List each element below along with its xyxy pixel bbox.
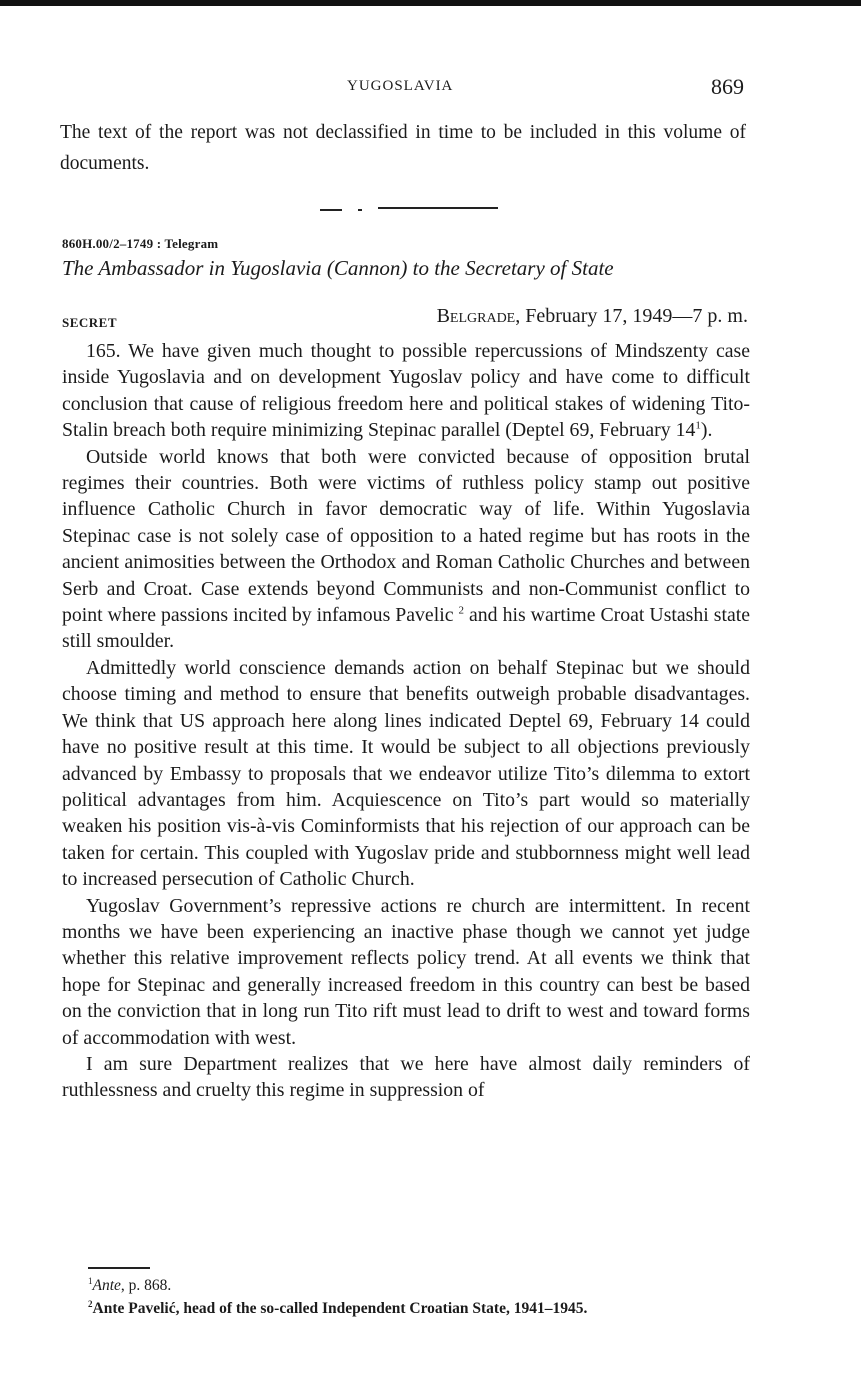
- paragraph-tail: and his wartime Croat Ustashi state still smoulder.: [62, 604, 751, 653]
- footnote-text: , p. 868.: [120, 1277, 172, 1295]
- dateline-row: [62, 305, 748, 335]
- body-paragraph: Yugoslav Government’s repressive actions re church are intermittent. In recent months we have been experiencing an inactive phase though we cannot yet judge whether this relative improvement reflects policy trend. At all events we think that hope for Stepinac and generally increased freedom in this country can best be based on the conviction that in long run Tito rift must lead to drift to west and toward forms of accommodation with west.: [62, 894, 750, 1049]
- dateline-date: , February 17, 1949—7 p. m.: [515, 305, 748, 327]
- footnote-ref: 1: [695, 419, 701, 432]
- body-paragraph: I am sure Department realizes that we here have almost daily reminders of ruthlessness and cruelty this regime in suppression of: [62, 1052, 750, 1102]
- running-head: [62, 74, 746, 104]
- paragraph-tail: ).: [700, 419, 713, 442]
- telegram-body: [62, 338, 750, 1104]
- footnote-marker: 2: [88, 1299, 93, 1310]
- page-number: 869: [711, 74, 744, 99]
- footnote-1: [88, 1272, 758, 1295]
- footnote-marker: 1: [88, 1276, 93, 1286]
- footnote-rule: [88, 1267, 150, 1269]
- paragraph-text: 165. We have given much thought to possible repercussions of Mindszenty case inside Yugoslavia and on development Yugoslav policy and have come to difficult conclusion that cause of religious freedom here and political stakes of widening Tito-Stalin breach both require minimizing Stepinac parallel (Deptel 69, February 14: [62, 340, 750, 442]
- footnote-ante: Ante: [92, 1277, 121, 1295]
- dateline-place: Belgrade: [436, 305, 516, 327]
- file-reference: 860H.00/2–1749 : Telegram: [62, 236, 219, 251]
- lead-paragraph: The text of the report was not declassified in time to be included in this volume of documents.: [60, 122, 746, 174]
- section-divider: [320, 205, 498, 215]
- running-title: YUGOSLAVIA: [347, 78, 454, 94]
- body-paragraph: [62, 338, 750, 444]
- body-paragraph: [62, 444, 750, 655]
- top-edge-rule: [0, 0, 861, 6]
- footnote-2: [88, 1295, 758, 1318]
- footnotes: [88, 1272, 758, 1318]
- divider-dot: [358, 209, 362, 211]
- dateline: [437, 305, 748, 328]
- body-paragraph: Admittedly world conscience demands action on behalf Stepinac but we should choose timing and method to ensure that benefits outweigh probable disadvantages. We think that US approach here along lines indicated Deptel 69, February 14 could have no positive result at this time. It would be subject to all objections previously advanced by Embassy to proposals that we endeavor utilize Tito’s dilemma to extort political advantages from him. Acquiescence on Tito’s part would so materially weaken his position vis-à-vis Cominformists that his rejection of our approach can be taken for certain. This coupled with Yugoslav pride and stubbornness might well lead to increased persecution of Catholic Church.: [62, 656, 750, 891]
- footnote-text: Ante Pavelić, head of the so-called Independent Croatian State, 1941–1945.: [92, 1300, 588, 1318]
- divider-line: [378, 207, 498, 209]
- footnote-ref: 2: [458, 604, 465, 617]
- classification-label: SECRET: [62, 315, 118, 330]
- document-heading: The Ambassador in Yugoslavia (Cannon) to the Secretary of State: [62, 256, 614, 280]
- paragraph-text: Outside world knows that both were convicted because of opposition brutal regimes their countries. Both were victims of ruthless policy stamp out positive influence Catholic Church in favor democratic way of life. Within Yugoslavia Stepinac case is not solely case of opposition to a hated regime but has roots in the ancient animosities between the Orthodox and Roman Catholic Churches and between Serb and Croat. Case extends beyond Communists and non-Communist conflict to point where passions incited by infamous Pavelic: [62, 445, 750, 627]
- divider-dash: [320, 209, 342, 211]
